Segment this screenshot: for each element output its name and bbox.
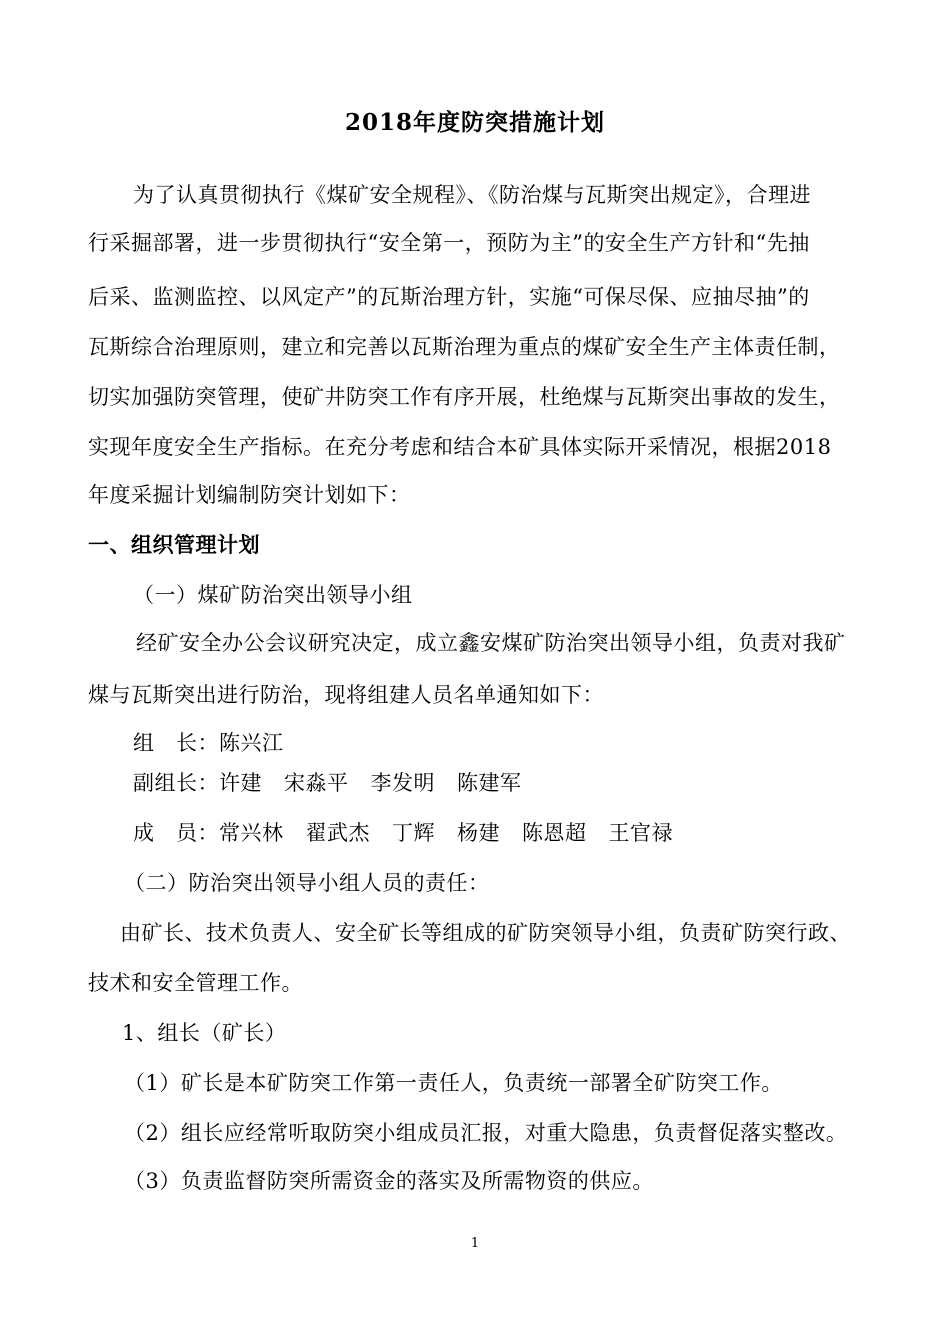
intro-line-1: 为了认真贯彻执行《煤矿安全规程》、《防治煤与瓦斯突出规定》，合理进: [133, 183, 811, 207]
deputy-row: [133, 769, 522, 797]
leader-duty-2: （2）组长应经常听取防突小组成员汇报，对重大隐患，负责督促落实整改。: [124, 1121, 848, 1145]
member-name: 陈恩超: [522, 821, 587, 845]
responsibilities-body-line-1: 由矿长、技术负责人、安全矿长等组成的矿防突领导小组，负责矿防突行政、: [120, 921, 851, 945]
page-number: 1: [470, 1236, 480, 1251]
document-title: 2018年度防突措施计划: [344, 109, 605, 136]
subsection-heading-leading-group: （一）煤矿防治突出领导小组: [133, 583, 413, 607]
member-name: 丁辉: [392, 821, 435, 845]
intro-line-2: 行采掘部署，进一步贯彻执行“安全第一，预防为主”的安全生产方针和“先抽: [88, 231, 810, 255]
deputy-name: 李发明: [370, 771, 435, 795]
intro-line-5: 切实加强防突管理，使矿井防突工作有序开展，杜绝煤与瓦斯突出事故的发生，: [88, 385, 841, 409]
leader-duty-3: （3）负责监督防突所需资金的落实及所需物资的供应。: [124, 1169, 654, 1193]
intro-line-4: 瓦斯综合治理原则，建立和完善以瓦斯治理为重点的煤矿安全生产主体责任制，: [88, 335, 841, 359]
member-name: 翟武杰: [305, 821, 370, 845]
section-heading-organization: 一、组织管理计划: [88, 532, 260, 557]
deputy-name: 宋淼平: [284, 771, 349, 795]
leader-duty-1: （1）矿长是本矿防突工作第一责任人，负责统一部署全矿防突工作。: [124, 1071, 783, 1095]
intro-line-3: 后采、监测监控、以风定产”的瓦斯治理方针，实施“可保尽保、应抽尽抽”的: [88, 285, 810, 309]
member-name: 杨建: [457, 821, 500, 845]
member-name: 常兴林: [219, 821, 284, 845]
leader-name: 陈兴江: [219, 731, 284, 755]
member-label: 成 员：: [133, 821, 219, 845]
deputy-name: 许建: [219, 771, 262, 795]
leading-group-body-line-2: 煤与瓦斯突出进行防治，现将组建人员名单通知如下：: [88, 683, 604, 707]
leading-group-body-line-1: 经矿安全办公会议研究决定，成立鑫安煤矿防治突出领导小组，负责对我矿: [136, 631, 846, 655]
responsibilities-body-line-2: 技术和安全管理工作。: [88, 971, 303, 995]
deputy-label: 副组长：: [133, 771, 219, 795]
member-row: [133, 819, 673, 847]
subsection-heading-responsibilities: （二）防治突出领导小组人员的责任：: [124, 871, 490, 895]
leader-label: 组 长：: [133, 731, 219, 755]
intro-line-6: 实现年度安全生产指标。在充分考虑和结合本矿具体实际开采情况，根据2018: [88, 435, 832, 459]
leader-row: [133, 729, 284, 757]
deputy-name: 陈建军: [457, 771, 522, 795]
intro-line-7: 年度采掘计划编制防突计划如下：: [88, 483, 411, 507]
member-name: 王官禄: [608, 821, 673, 845]
item-heading-leader: 1、组长（矿长）: [122, 1021, 287, 1045]
